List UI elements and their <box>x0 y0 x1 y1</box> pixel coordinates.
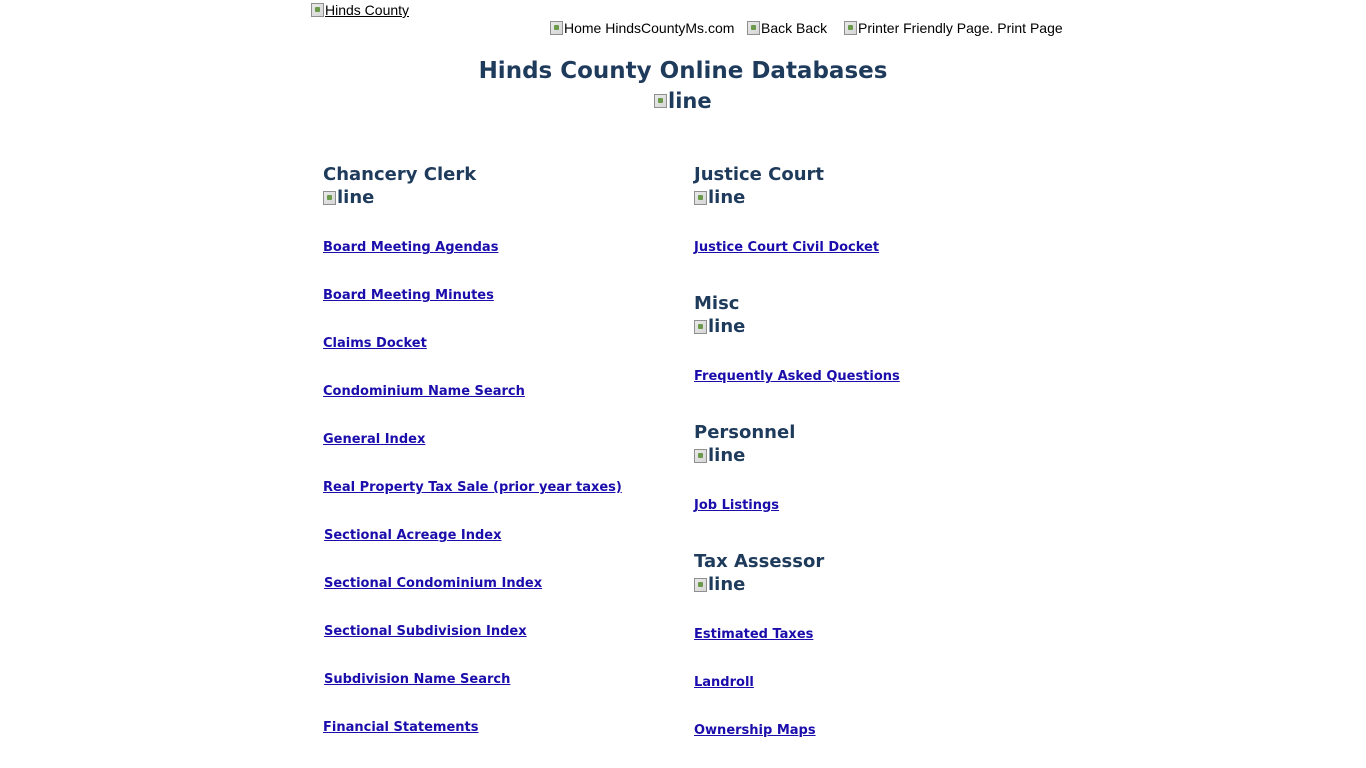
printer-icon <box>844 21 857 35</box>
personnel-line-alt: line <box>708 445 746 466</box>
back-nav-link[interactable] <box>747 20 827 36</box>
link-real-property-tax-sale[interactable]: Real Property Tax Sale (prior year taxes) <box>323 480 622 495</box>
link-general-index[interactable]: General Index <box>323 432 426 447</box>
section-heading-misc: Misc <box>694 293 740 314</box>
section-heading-chancery-clerk: Chancery Clerk <box>323 164 477 185</box>
link-frequently-asked-questions[interactable]: Frequently Asked Questions <box>694 369 900 384</box>
personnel-divider-line <box>694 445 745 466</box>
back-nav-label: Back Back <box>761 20 828 36</box>
link-claims-docket[interactable]: Claims Docket <box>323 336 427 351</box>
broken-image-icon <box>311 3 324 17</box>
link-justice-court-civil-docket[interactable]: Justice Court Civil Docket <box>694 240 880 255</box>
link-subdivision-name-search[interactable]: Subdivision Name Search <box>324 672 511 687</box>
link-estimated-taxes[interactable]: Estimated Taxes <box>694 627 814 642</box>
broken-image-icon <box>654 94 667 108</box>
broken-image-icon <box>694 449 707 463</box>
home-nav-label: Home HindsCountyMs.com <box>564 20 735 36</box>
print-nav-label: Printer Friendly Page. Print Page <box>858 20 1063 36</box>
home-icon <box>550 21 563 35</box>
home-nav-link[interactable] <box>550 20 734 36</box>
title-divider-line <box>654 89 712 113</box>
justice-line-alt: line <box>708 187 746 208</box>
link-sectional-subdivision-index[interactable]: Sectional Subdivision Index <box>324 624 527 639</box>
chancery-divider-line <box>323 187 374 208</box>
page-title: Hinds County Online Databases <box>478 58 888 84</box>
chancery-line-alt: line <box>337 187 375 208</box>
section-heading-justice-court: Justice Court <box>694 164 825 185</box>
link-sectional-acreage-index[interactable]: Sectional Acreage Index <box>324 528 502 543</box>
logo-alt-text: Hinds County <box>325 2 410 18</box>
misc-line-alt: line <box>708 316 746 337</box>
link-board-meeting-minutes[interactable]: Board Meeting Minutes <box>323 288 494 303</box>
link-ownership-maps[interactable]: Ownership Maps <box>694 723 816 738</box>
link-board-meeting-agendas[interactable]: Board Meeting Agendas <box>323 240 499 255</box>
link-sectional-condominium-index[interactable]: Sectional Condominium Index <box>324 576 543 591</box>
tax-divider-line <box>694 574 745 595</box>
hinds-county-logo-link[interactable] <box>311 2 409 18</box>
broken-image-icon <box>694 191 707 205</box>
broken-image-icon <box>694 578 707 592</box>
link-financial-statements[interactable]: Financial Statements <box>323 720 479 735</box>
section-heading-tax-assessor: Tax Assessor <box>694 551 825 572</box>
back-icon <box>747 21 760 35</box>
title-line-alt: line <box>668 89 712 113</box>
tax-line-alt: line <box>708 574 746 595</box>
link-condominium-name-search[interactable]: Condominium Name Search <box>323 384 525 399</box>
justice-divider-line <box>694 187 745 208</box>
link-landroll[interactable]: Landroll <box>694 675 754 690</box>
misc-divider-line <box>694 316 745 337</box>
section-heading-personnel: Personnel <box>694 422 796 443</box>
broken-image-icon <box>323 191 336 205</box>
print-nav-link[interactable] <box>844 20 1063 36</box>
link-job-listings[interactable]: Job Listings <box>694 498 780 513</box>
broken-image-icon <box>694 320 707 334</box>
